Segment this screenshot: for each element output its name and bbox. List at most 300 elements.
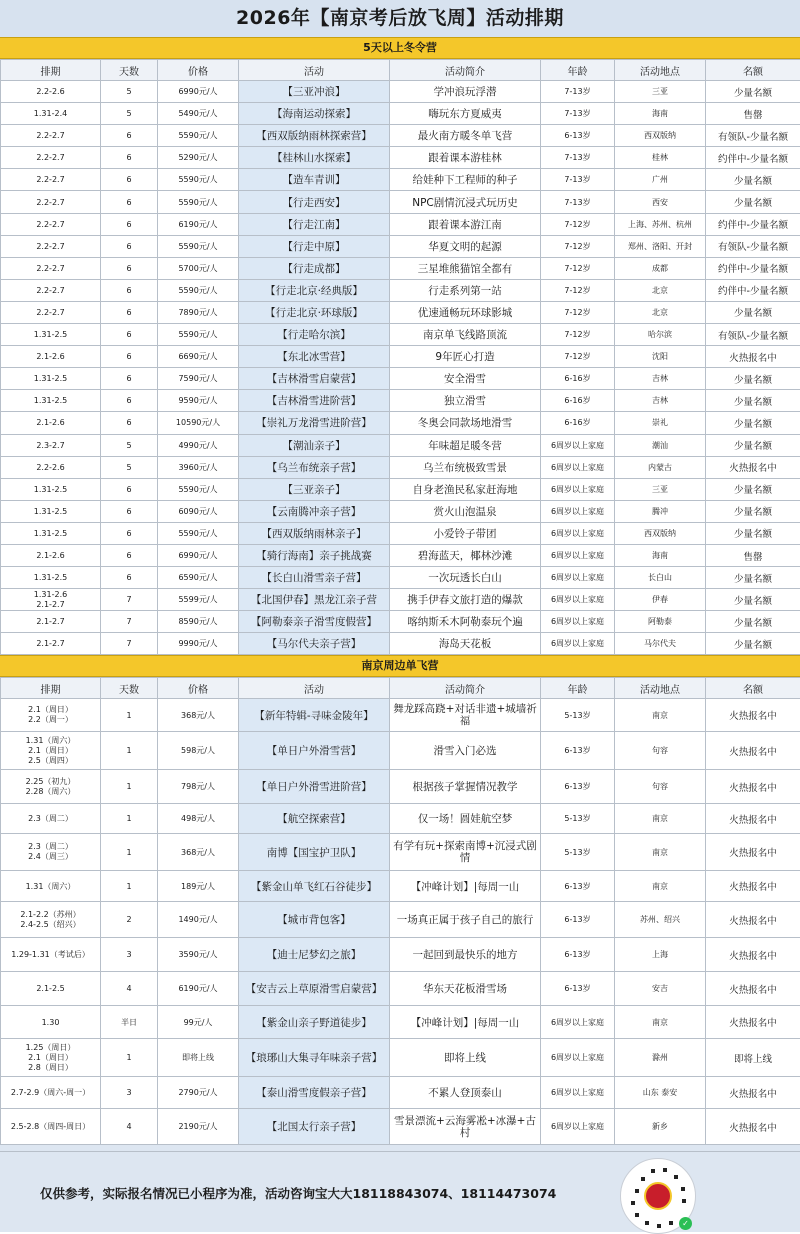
- cell-schedule: 2.1-2.6: [1, 412, 101, 434]
- cell-days: 6: [101, 235, 158, 257]
- cell-activity: 【桂林山水探索】: [239, 147, 390, 169]
- cell-price: 即将上线: [158, 1039, 239, 1077]
- cell-intro: 自身老渔民私家赶海地: [390, 478, 541, 500]
- cell-age: 7-12岁: [541, 301, 615, 323]
- cell-days: 3: [101, 938, 158, 972]
- cell-activity: 【北国太行亲子营】: [239, 1109, 390, 1145]
- cell-location: 潮汕: [615, 434, 706, 456]
- cell-location: 西双版纳: [615, 125, 706, 147]
- cell-location: 桂林: [615, 147, 706, 169]
- cell-activity: 【吉林滑雪启蒙营】: [239, 368, 390, 390]
- cell-intro: 乌兰布统极致雪景: [390, 456, 541, 478]
- cell-intro: 有学有玩+探索南博+沉浸式剧情: [390, 834, 541, 871]
- cell-days: 2: [101, 902, 158, 938]
- cell-intro: 滑雪入门必选: [390, 732, 541, 770]
- cell-intro: 喀纳斯禾木阿勒泰玩个遍: [390, 611, 541, 633]
- cell-price: 2790元/人: [158, 1077, 239, 1109]
- table-row: [1, 235, 800, 257]
- table-row: [1, 611, 800, 633]
- section-header-nanjing-camp: 南京周边单飞营: [0, 655, 800, 677]
- table-row: [1, 103, 800, 125]
- cell-days: 1: [101, 1039, 158, 1077]
- cell-price: 6990元/人: [158, 81, 239, 103]
- col-header-price: 价格: [158, 60, 239, 81]
- table-row: [1, 938, 800, 972]
- cell-age: 6周岁以上家庭: [541, 1039, 615, 1077]
- cell-quota: 火热报名中: [706, 938, 800, 972]
- cell-intro: 【冲峰计划】|每周一山: [390, 871, 541, 902]
- cell-location: 西安: [615, 191, 706, 213]
- cell-schedule: 1.31-2.5: [1, 390, 101, 412]
- nanjing-camp-table: [0, 677, 800, 1145]
- col-header-schedule: 排期: [1, 60, 101, 81]
- cell-schedule: 1.29-1.31（考试后）: [1, 938, 101, 972]
- brand-logo-icon: [644, 1182, 672, 1210]
- cell-activity: 【城市背包客】: [239, 902, 390, 938]
- cell-location: 海南: [615, 103, 706, 125]
- cell-price: 5599元/人: [158, 589, 239, 611]
- table-row: [1, 368, 800, 390]
- cell-quota: 即将上线: [706, 1039, 800, 1077]
- cell-intro: 9年匠心打造: [390, 346, 541, 368]
- cell-location: 北京: [615, 301, 706, 323]
- cell-days: 1: [101, 699, 158, 732]
- cell-intro: 【冲峰计划】|每周一山: [390, 1006, 541, 1039]
- cell-location: 阿勒泰: [615, 611, 706, 633]
- cell-schedule: 1.31-2.5: [1, 567, 101, 589]
- cell-schedule: 1.30: [1, 1006, 101, 1039]
- cell-quota: 有领队-少量名额: [706, 324, 800, 346]
- col-header-age: 年龄: [541, 60, 615, 81]
- cell-intro: 根据孩子掌握情况教学: [390, 770, 541, 804]
- table-row: [1, 346, 800, 368]
- cell-location: 郑州、洛阳、开封: [615, 235, 706, 257]
- cell-days: 5: [101, 456, 158, 478]
- cell-days: 6: [101, 301, 158, 323]
- cell-activity: 【骑行海南】亲子挑战赛: [239, 544, 390, 566]
- col-header-age: 年龄: [541, 678, 615, 699]
- cell-age: 6-13岁: [541, 770, 615, 804]
- table-row: [1, 478, 800, 500]
- cell-age: 5-13岁: [541, 699, 615, 732]
- cell-activity: 【造车青训】: [239, 169, 390, 191]
- cell-age: 7-13岁: [541, 169, 615, 191]
- cell-quota: 有领队-少量名额: [706, 125, 800, 147]
- cell-schedule: 2.2-2.7: [1, 169, 101, 191]
- cell-quota: 约伴中-少量名额: [706, 147, 800, 169]
- cell-days: 6: [101, 522, 158, 544]
- cell-activity: 【三亚冲浪】: [239, 81, 390, 103]
- cell-activity: 【乌兰布统亲子营】: [239, 456, 390, 478]
- cell-activity: 【紫金山亲子野道徒步】: [239, 1006, 390, 1039]
- cell-price: 5590元/人: [158, 125, 239, 147]
- cell-age: 7-13岁: [541, 103, 615, 125]
- cell-intro: 携手伊春文旅打造的爆款: [390, 589, 541, 611]
- cell-days: 6: [101, 544, 158, 566]
- cell-days: 6: [101, 412, 158, 434]
- cell-age: 6-16岁: [541, 412, 615, 434]
- cell-age: 7-12岁: [541, 235, 615, 257]
- cell-intro: 雪景漂流+云海雾凇+冰瀑+古村: [390, 1109, 541, 1145]
- cell-age: 7-12岁: [541, 257, 615, 279]
- cell-price: 5590元/人: [158, 279, 239, 301]
- mini-program-qr-code[interactable]: [620, 1158, 696, 1234]
- cell-activity: 【行走北京·环球版】: [239, 301, 390, 323]
- cell-price: 10590元/人: [158, 412, 239, 434]
- cell-activity: 南博【国宝护卫队】: [239, 834, 390, 871]
- col-header-days: 天数: [101, 60, 158, 81]
- page-title: 2026年【南京考后放飞周】活动排期: [0, 0, 800, 37]
- cell-price: 5590元/人: [158, 522, 239, 544]
- cell-quota: 少量名额: [706, 81, 800, 103]
- table-row: [1, 1109, 800, 1145]
- cell-age: 6-13岁: [541, 871, 615, 902]
- cell-price: 498元/人: [158, 804, 239, 834]
- cell-age: 6周岁以上家庭: [541, 456, 615, 478]
- cell-quota: 少量名额: [706, 478, 800, 500]
- cell-price: 368元/人: [158, 834, 239, 871]
- cell-intro: 华夏文明的起源: [390, 235, 541, 257]
- table-row: [1, 589, 800, 611]
- cell-intro: NPC剧情沉浸式玩历史: [390, 191, 541, 213]
- cell-quota: 少量名额: [706, 522, 800, 544]
- cell-age: 7-13岁: [541, 191, 615, 213]
- cell-days: 6: [101, 147, 158, 169]
- cell-intro: 冬奥会同款场地滑雪: [390, 412, 541, 434]
- winter-camp-table: [0, 59, 800, 655]
- cell-days: 6: [101, 478, 158, 500]
- cell-schedule: 2.1-2.6: [1, 346, 101, 368]
- footer-note: 仅供参考，实际报名情况已小程序为准，活动咨询宝大大18118843074、18114473074: [40, 1184, 556, 1202]
- cell-location: 山东 泰安: [615, 1077, 706, 1109]
- cell-schedule: 1.31-2.6 2.1-2.7: [1, 589, 101, 611]
- cell-activity: 【行走江南】: [239, 213, 390, 235]
- cell-quota: 少量名额: [706, 390, 800, 412]
- cell-price: 6690元/人: [158, 346, 239, 368]
- cell-location: 三亚: [615, 478, 706, 500]
- cell-quota: 有领队-少量名额: [706, 235, 800, 257]
- cell-price: 6990元/人: [158, 544, 239, 566]
- cell-age: 6周岁以上家庭: [541, 611, 615, 633]
- cell-schedule: 2.2-2.6: [1, 81, 101, 103]
- cell-price: 368元/人: [158, 699, 239, 732]
- table-row: [1, 699, 800, 732]
- cell-days: 1: [101, 732, 158, 770]
- table-row: [1, 434, 800, 456]
- cell-schedule: 1.31-2.5: [1, 324, 101, 346]
- cell-price: 5590元/人: [158, 235, 239, 257]
- cell-days: 5: [101, 81, 158, 103]
- cell-activity: 【海南运动探索】: [239, 103, 390, 125]
- cell-activity: 【新年特辑-寻味金陵年】: [239, 699, 390, 732]
- cell-quota: 火热报名中: [706, 699, 800, 732]
- cell-activity: 【泰山滑雪度假亲子营】: [239, 1077, 390, 1109]
- cell-age: 6周岁以上家庭: [541, 1006, 615, 1039]
- table-row: [1, 324, 800, 346]
- table-row: [1, 1006, 800, 1039]
- cell-activity: 【行走成都】: [239, 257, 390, 279]
- cell-quota: 火热报名中: [706, 1109, 800, 1145]
- cell-days: 6: [101, 279, 158, 301]
- cell-intro: 独立滑雪: [390, 390, 541, 412]
- cell-days: 半日: [101, 1006, 158, 1039]
- cell-schedule: 1.31-2.4: [1, 103, 101, 125]
- cell-quota: 火热报名中: [706, 804, 800, 834]
- cell-quota: 少量名额: [706, 412, 800, 434]
- cell-age: 6-16岁: [541, 368, 615, 390]
- col-header-location: 活动地点: [615, 60, 706, 81]
- cell-days: 6: [101, 125, 158, 147]
- cell-schedule: 2.2-2.7: [1, 301, 101, 323]
- cell-quota: 少量名额: [706, 301, 800, 323]
- cell-days: 7: [101, 633, 158, 655]
- cell-days: 4: [101, 1109, 158, 1145]
- cell-days: 6: [101, 169, 158, 191]
- cell-age: 6周岁以上家庭: [541, 522, 615, 544]
- cell-age: 6周岁以上家庭: [541, 544, 615, 566]
- cell-price: 5590元/人: [158, 324, 239, 346]
- cell-age: 6-13岁: [541, 732, 615, 770]
- cell-price: 189元/人: [158, 871, 239, 902]
- cell-location: 上海: [615, 938, 706, 972]
- cell-schedule: 2.3-2.7: [1, 434, 101, 456]
- cell-activity: 【行走中原】: [239, 235, 390, 257]
- cell-location: 北京: [615, 279, 706, 301]
- cell-quota: 少量名额: [706, 500, 800, 522]
- cell-price: 9590元/人: [158, 390, 239, 412]
- col-header-quota: 名额: [706, 678, 800, 699]
- table-row: [1, 257, 800, 279]
- cell-quota: 约伴中-少量名额: [706, 279, 800, 301]
- cell-quota: 少量名额: [706, 633, 800, 655]
- cell-location: 西双版纳: [615, 522, 706, 544]
- cell-quota: 火热报名中: [706, 732, 800, 770]
- cell-intro: 即将上线: [390, 1039, 541, 1077]
- cell-quota: 火热报名中: [706, 972, 800, 1006]
- cell-days: 1: [101, 804, 158, 834]
- cell-days: 6: [101, 213, 158, 235]
- cell-intro: 给娃种下工程师的种子: [390, 169, 541, 191]
- cell-days: 1: [101, 834, 158, 871]
- cell-activity: 【三亚亲子】: [239, 478, 390, 500]
- table-row: [1, 770, 800, 804]
- cell-quota: 火热报名中: [706, 871, 800, 902]
- cell-intro: 嗨玩东方夏威夷: [390, 103, 541, 125]
- cell-location: 哈尔滨: [615, 324, 706, 346]
- cell-age: 7-13岁: [541, 147, 615, 169]
- cell-intro: 行走系列第一站: [390, 279, 541, 301]
- cell-schedule: 2.2-2.7: [1, 279, 101, 301]
- cell-price: 8590元/人: [158, 611, 239, 633]
- col-header-intro: 活动简介: [390, 60, 541, 81]
- cell-age: 5-13岁: [541, 804, 615, 834]
- table-row: [1, 301, 800, 323]
- table-row: [1, 567, 800, 589]
- cell-schedule: 2.1-2.7: [1, 633, 101, 655]
- table-row: [1, 804, 800, 834]
- cell-schedule: 1.31（周六）: [1, 871, 101, 902]
- cell-schedule: 2.2-2.7: [1, 257, 101, 279]
- cell-price: 5290元/人: [158, 147, 239, 169]
- cell-age: 6周岁以上家庭: [541, 434, 615, 456]
- cell-age: 7-12岁: [541, 324, 615, 346]
- cell-location: 南京: [615, 804, 706, 834]
- cell-days: 7: [101, 589, 158, 611]
- cell-schedule: 2.1-2.5: [1, 972, 101, 1006]
- cell-price: 5490元/人: [158, 103, 239, 125]
- cell-activity: 【单日户外滑雪营】: [239, 732, 390, 770]
- cell-intro: 优速通畅玩环球影城: [390, 301, 541, 323]
- cell-price: 99元/人: [158, 1006, 239, 1039]
- cell-intro: 华东天花板滑雪场: [390, 972, 541, 1006]
- cell-price: 5590元/人: [158, 478, 239, 500]
- cell-age: 6周岁以上家庭: [541, 1077, 615, 1109]
- cell-activity: 【单日户外滑雪进阶营】: [239, 770, 390, 804]
- cell-activity: 【吉林滑雪进阶营】: [239, 390, 390, 412]
- cell-age: 6-13岁: [541, 902, 615, 938]
- cell-days: 6: [101, 346, 158, 368]
- table-row: [1, 169, 800, 191]
- cell-price: 7590元/人: [158, 368, 239, 390]
- cell-schedule: 2.2-2.7: [1, 235, 101, 257]
- table-row: [1, 902, 800, 938]
- table-row: [1, 633, 800, 655]
- cell-quota: 少量名额: [706, 611, 800, 633]
- cell-location: 沈阳: [615, 346, 706, 368]
- table-row: [1, 147, 800, 169]
- table-row: [1, 871, 800, 902]
- cell-quota: 火热报名中: [706, 902, 800, 938]
- cell-quota: 火热报名中: [706, 770, 800, 804]
- cell-location: 海南: [615, 544, 706, 566]
- footer: [0, 1151, 800, 1232]
- cell-activity: 【行走北京·经典版】: [239, 279, 390, 301]
- cell-schedule: 2.5-2.8（周四-周日）: [1, 1109, 101, 1145]
- cell-days: 6: [101, 500, 158, 522]
- cell-activity: 【行走哈尔滨】: [239, 324, 390, 346]
- cell-schedule: 2.3（周二）: [1, 804, 101, 834]
- cell-intro: 舞龙踩高跷+对话非遗+城墙祈福: [390, 699, 541, 732]
- cell-age: 6周岁以上家庭: [541, 1109, 615, 1145]
- cell-intro: 学冲浪玩浮潜: [390, 81, 541, 103]
- table-row: [1, 834, 800, 871]
- cell-intro: 跟着课本游桂林: [390, 147, 541, 169]
- cell-days: 1: [101, 770, 158, 804]
- cell-intro: 仅一场！圆娃航空梦: [390, 804, 541, 834]
- cell-activity: 【潮汕亲子】: [239, 434, 390, 456]
- cell-price: 598元/人: [158, 732, 239, 770]
- cell-location: 成都: [615, 257, 706, 279]
- cell-activity: 【琅琊山大集寻年味亲子营】: [239, 1039, 390, 1077]
- cell-activity: 【云南腾冲亲子营】: [239, 500, 390, 522]
- table-row: [1, 544, 800, 566]
- cell-quota: 火热报名中: [706, 1006, 800, 1039]
- winter-camp-rows: [1, 81, 800, 655]
- cell-location: 吉林: [615, 390, 706, 412]
- cell-intro: 三星堆熊猫馆全都有: [390, 257, 541, 279]
- cell-price: 9990元/人: [158, 633, 239, 655]
- cell-schedule: 1.31（周六） 2.1（周日） 2.5（周四）: [1, 732, 101, 770]
- table-row: [1, 191, 800, 213]
- cell-schedule: 2.2-2.7: [1, 147, 101, 169]
- cell-price: 5700元/人: [158, 257, 239, 279]
- cell-schedule: 2.3（周二） 2.4（周三）: [1, 834, 101, 871]
- col-header-activity: 活动: [239, 60, 390, 81]
- nanjing-camp-rows: [1, 699, 800, 1145]
- cell-days: 6: [101, 368, 158, 390]
- cell-activity: 【北国伊春】黑龙江亲子营: [239, 589, 390, 611]
- cell-quota: 少量名额: [706, 567, 800, 589]
- table-row: [1, 972, 800, 1006]
- cell-schedule: 2.7-2.9（周六-周一）: [1, 1077, 101, 1109]
- cell-days: 5: [101, 434, 158, 456]
- cell-days: 6: [101, 257, 158, 279]
- col-header-price: 价格: [158, 678, 239, 699]
- cell-location: 上海、苏州、杭州: [615, 213, 706, 235]
- cell-price: 4990元/人: [158, 434, 239, 456]
- cell-age: 6-13岁: [541, 125, 615, 147]
- col-header-activity: 活动: [239, 678, 390, 699]
- table-row: [1, 412, 800, 434]
- cell-age: 5-13岁: [541, 834, 615, 871]
- cell-intro: 南京单飞线路顶流: [390, 324, 541, 346]
- cell-age: 6周岁以上家庭: [541, 478, 615, 500]
- cell-activity: 【西双版纳雨林探索营】: [239, 125, 390, 147]
- table-row: [1, 279, 800, 301]
- cell-price: 5590元/人: [158, 169, 239, 191]
- table-row: [1, 732, 800, 770]
- cell-age: 6周岁以上家庭: [541, 633, 615, 655]
- cell-activity: 【紫金山单飞红石谷徒步】: [239, 871, 390, 902]
- table-row: [1, 1077, 800, 1109]
- cell-quota: 售罄: [706, 103, 800, 125]
- cell-activity: 【航空探索营】: [239, 804, 390, 834]
- cell-quota: 约伴中-少量名额: [706, 257, 800, 279]
- cell-location: 南京: [615, 834, 706, 871]
- cell-location: 南京: [615, 871, 706, 902]
- cell-quota: 售罄: [706, 544, 800, 566]
- cell-intro: 跟着课本游江南: [390, 213, 541, 235]
- cell-quota: 少量名额: [706, 589, 800, 611]
- cell-quota: 火热报名中: [706, 834, 800, 871]
- cell-intro: 一场真正属于孩子自己的旅行: [390, 902, 541, 938]
- cell-age: 6-13岁: [541, 972, 615, 1006]
- cell-schedule: 2.2-2.7: [1, 125, 101, 147]
- cell-price: 6190元/人: [158, 972, 239, 1006]
- cell-price: 6190元/人: [158, 213, 239, 235]
- cell-schedule: 2.2-2.7: [1, 213, 101, 235]
- cell-activity: 【崇礼万龙滑雪进阶营】: [239, 412, 390, 434]
- wechat-icon: ✓: [679, 1217, 692, 1230]
- cell-age: 6周岁以上家庭: [541, 500, 615, 522]
- cell-price: 6090元/人: [158, 500, 239, 522]
- cell-price: 5590元/人: [158, 191, 239, 213]
- table-header-row: [1, 60, 800, 81]
- cell-price: 1490元/人: [158, 902, 239, 938]
- cell-activity: 【安吉云上草原滑雪启蒙营】: [239, 972, 390, 1006]
- cell-location: 安吉: [615, 972, 706, 1006]
- cell-quota: 火热报名中: [706, 1077, 800, 1109]
- cell-intro: 赏火山泡温泉: [390, 500, 541, 522]
- cell-intro: 不累人登顶泰山: [390, 1077, 541, 1109]
- cell-location: 崇礼: [615, 412, 706, 434]
- cell-activity: 【长白山滑雪亲子营】: [239, 567, 390, 589]
- cell-price: 3590元/人: [158, 938, 239, 972]
- cell-activity: 【东北冰雪营】: [239, 346, 390, 368]
- cell-intro: 海岛天花板: [390, 633, 541, 655]
- cell-location: 腾冲: [615, 500, 706, 522]
- cell-age: 7-12岁: [541, 346, 615, 368]
